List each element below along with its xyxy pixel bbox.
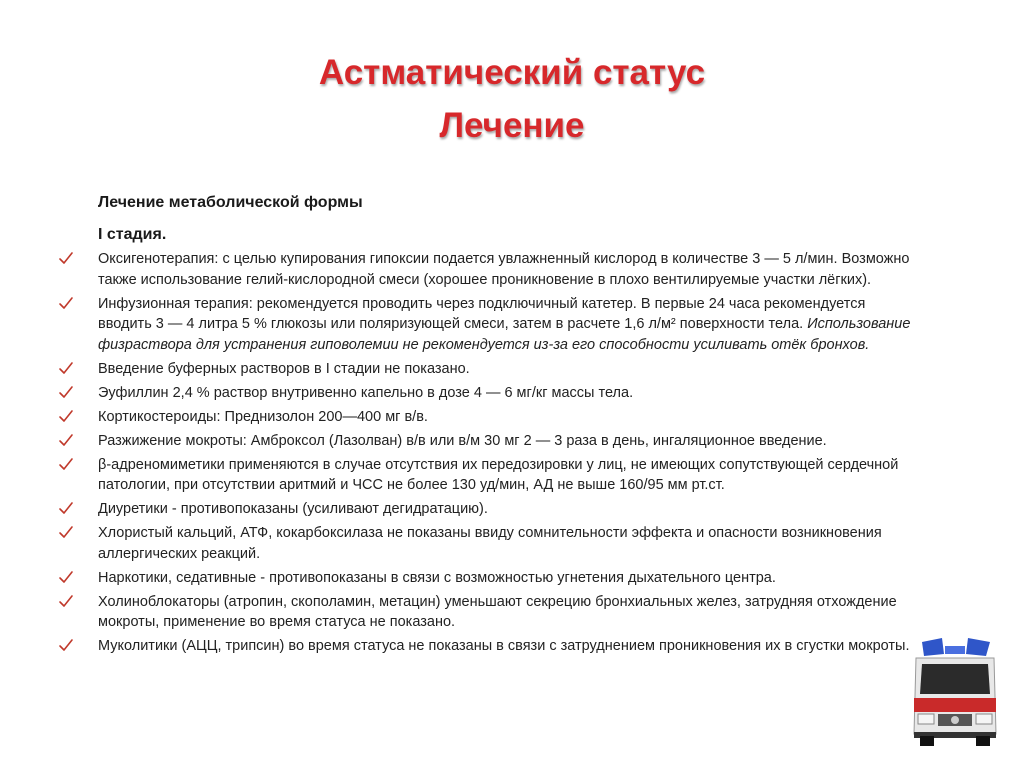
list-item bbox=[58, 523, 918, 564]
stage-heading: I стадия. bbox=[98, 226, 167, 243]
list-item-text: Холиноблокаторы (атропин, скополамин, метацин) уменьшают секрецию бронхиальных желез, затрудняя отхождение мокроты, применение во время статуса не показано. bbox=[98, 593, 897, 630]
list-item-text: Разжижение мокроты: Амброксол (Лазолван) в/в или в/м 30 мг 2 — 3 раза в день, ингаляционное введение. bbox=[98, 432, 827, 449]
list-item bbox=[58, 636, 918, 657]
checkmark-icon bbox=[58, 569, 74, 585]
list-item-text: Кортикостероиды: Преднизолон 200—400 мг в/в. bbox=[98, 408, 428, 425]
checkmark-icon bbox=[58, 384, 74, 400]
list-item bbox=[58, 407, 918, 428]
section-heading: Лечение метаболической формы bbox=[98, 194, 363, 211]
list-item bbox=[58, 294, 918, 356]
list-item-text: Оксигенотерапия: с целью купирования гипоксии подается увлажненный кислород в количестве 3 — 5 л/мин. Возможно также использование гелий-кислородной смеси (хорошее проникновение в плохо вентилируемые участки лёгких). bbox=[98, 251, 910, 288]
list-item bbox=[58, 455, 918, 496]
list-item-text: Наркотики, седативные - противопоказаны в связи с возможностью угнетения дыхательного центра. bbox=[98, 569, 776, 586]
title-line-2: Лечение bbox=[439, 106, 585, 145]
checkmark-icon bbox=[58, 637, 74, 653]
ambulance-icon bbox=[912, 636, 998, 746]
list-item-text: β-адреномиметики применяются в случае отсутствия их передозировки у лиц, не имеющих сопутствующей сердечной патологии, при отсутствии аритмий и ЧСС не более 130 уд/мин, АД не выше 160/95 мм рт.ст. bbox=[98, 456, 899, 493]
slide-title bbox=[0, 46, 1024, 152]
list-item-note: Использование физраствора для устранения гиповолемии не рекомендуется из-за его способности усиливать отёк бронхов. bbox=[98, 316, 911, 353]
list-item-text: Муколитики (АЦЦ, трипсин) во время статуса не показаны в связи с затруднением проникновения их в сгустки мокроты. bbox=[98, 638, 910, 654]
title-line-1: Астматический статус bbox=[318, 53, 706, 92]
checkmark-icon bbox=[58, 593, 74, 609]
treatment-list bbox=[58, 249, 918, 660]
list-item bbox=[58, 431, 918, 452]
list-item-text: Диуретики - противопоказаны (усиливают дегидратацию). bbox=[98, 501, 488, 517]
checkmark-icon bbox=[58, 456, 74, 472]
checkmark-icon bbox=[58, 432, 74, 448]
checkmark-icon bbox=[58, 524, 74, 540]
list-item-text: Введение буферных растворов в I стадии не показано. bbox=[98, 360, 470, 377]
checkmark-icon bbox=[58, 500, 74, 516]
list-item-text: Хлористый кальций, АТФ, кокарбоксилаза не показаны ввиду сомнительности эффекта и опасности возникновения аллергических реакций. bbox=[98, 525, 882, 562]
list-item-text: Инфузионная терапия: рекомендуется проводить через подключичный катетер. В первые 24 часа рекомендуется вводить 3 — 4 литра 5 % глюкозы или поляризующей смеси, затем в расчете 1,6 л/м² поверхности тела. bbox=[98, 295, 866, 332]
checkmark-icon bbox=[58, 408, 74, 424]
checkmark-icon bbox=[58, 250, 74, 266]
list-item bbox=[58, 568, 918, 589]
list-item-text: Эуфиллин 2,4 % раствор внутривенно капельно в дозе 4 — 6 мг/кг массы тела. bbox=[98, 384, 634, 401]
list-item bbox=[58, 249, 918, 290]
list-item bbox=[58, 499, 918, 520]
checkmark-icon bbox=[58, 295, 74, 311]
list-item bbox=[58, 359, 918, 380]
list-item bbox=[58, 383, 918, 404]
list-item bbox=[58, 592, 918, 633]
checkmark-icon bbox=[58, 360, 74, 376]
